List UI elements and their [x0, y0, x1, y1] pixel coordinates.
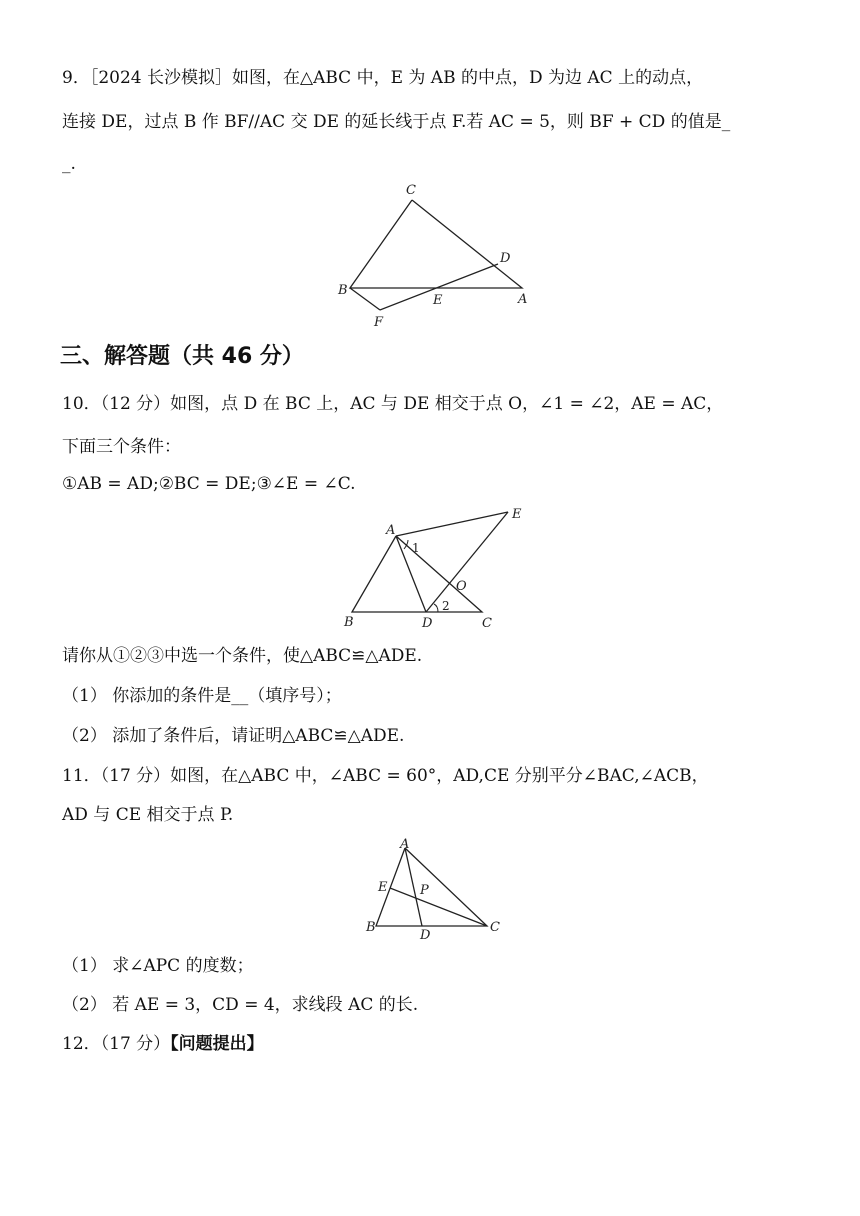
q11-label-e: E	[378, 880, 388, 895]
q10-figure	[338, 502, 538, 632]
q9-label-c: C	[406, 183, 416, 198]
q11-segment-ce	[390, 888, 487, 926]
q11-label-p: P	[420, 883, 429, 898]
q11-line-2: AD 与 CE 相交于点 P.	[62, 805, 234, 825]
q9-figure	[330, 178, 540, 338]
q11-figure	[362, 836, 512, 944]
q10-label-o: O	[456, 579, 467, 594]
q9-line-1	[62, 66, 703, 90]
q10-label-a: A	[386, 523, 396, 538]
q10-label-d: D	[422, 616, 433, 631]
q10-segment-ad	[396, 536, 426, 612]
q9-label-d: D	[500, 251, 511, 266]
q10-label-e: E	[512, 507, 522, 522]
q11-line-1: 11．（17 分）如图，在△ABC 中，∠ABC = 60°，AD,CE 分别平分∠BAC,∠ACB，	[62, 766, 709, 786]
q11-label-b: B	[366, 920, 376, 935]
q11-label-c: C	[490, 920, 500, 935]
q11-part-2: （2） 若 AE = 3，CD = 4，求线段 AC 的长.	[62, 995, 419, 1015]
q9-line-2: 连接 DE，过点 B 作 BF//AC 交 DE 的延长线于点 F.若 AC = 5，则 BF + CD 的值是_	[62, 112, 731, 132]
q10-line-4: 请你从①②③中选一个条件，使△ABC≌△ADE.	[62, 646, 423, 666]
q12-tag: 【问题提出】	[170, 1034, 264, 1054]
q10-line-3: ①AB = AD;②BC = DE;③∠E = ∠C.	[62, 474, 356, 494]
q10-part-1: （1） 你添加的条件是__（填序号）；	[62, 686, 342, 706]
q12-number: 12．（17 分）	[62, 1034, 171, 1054]
q9-label-f: F	[374, 315, 384, 330]
q9-source: ［2024 长沙模拟］	[89, 68, 232, 88]
q9-line-3: _.	[62, 154, 76, 174]
q9-label-e: E	[433, 293, 443, 308]
q10-part-2: （2） 添加了条件后，请证明△ABC≌△ADE.	[62, 726, 405, 746]
q9-label-b: B	[338, 283, 348, 298]
q11-label-d: D	[420, 928, 431, 943]
q12-line-1	[62, 1032, 264, 1056]
q10-angle-2-arc	[434, 604, 438, 612]
q9-number: 9．	[62, 68, 90, 88]
q9-segment-bf	[350, 288, 380, 310]
q9-text-1: 如图，在△ABC 中，E 为 AB 的中点，D 为边 AC 上的动点，	[232, 68, 704, 88]
q11-triangle-abc	[376, 848, 487, 926]
q10-line-2: 下面三个条件：	[62, 437, 181, 457]
q10-label-c: C	[482, 616, 492, 631]
q10-label-b: B	[344, 615, 354, 630]
q11-part-1: （1） 求∠APC 的度数；	[62, 956, 254, 976]
section-3-title: 三、解答题（共 46 分）	[60, 344, 304, 369]
q9-triangle-abc	[350, 200, 522, 288]
q9-label-a: A	[518, 292, 528, 307]
q10-line-1: 10．（12 分）如图，点 D 在 BC 上，AC 与 DE 相交于点 O，∠1 = ∠2，AE = AC，	[62, 394, 724, 414]
q10-label-1: 1	[412, 541, 420, 555]
q10-label-2: 2	[442, 599, 450, 613]
q11-label-a: A	[400, 837, 410, 852]
